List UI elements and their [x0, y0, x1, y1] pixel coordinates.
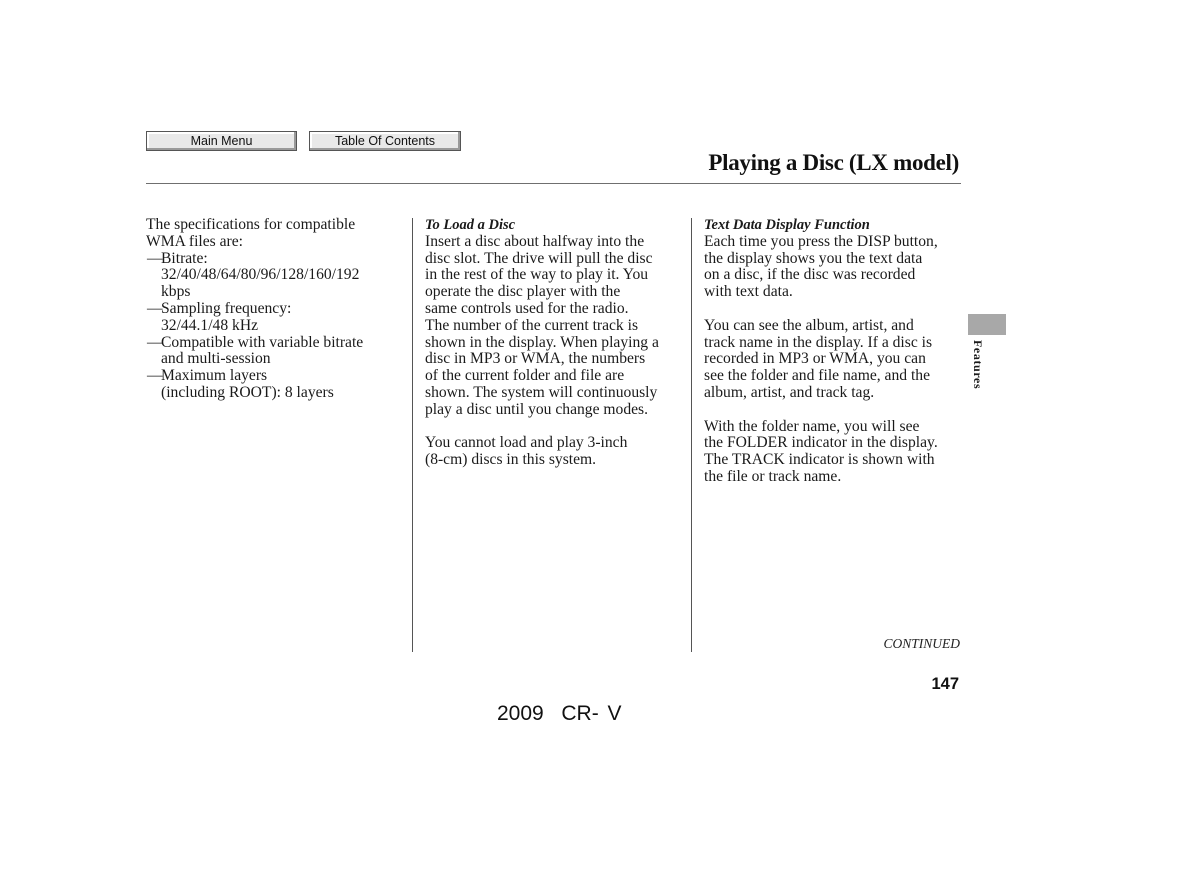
- section-tab-label: Features: [971, 340, 985, 390]
- spec-dash: —: [147, 333, 163, 351]
- load-disc-column: [425, 217, 687, 469]
- spec-dash: —: [147, 367, 163, 385]
- load-disc-paragraph-1: Insert a disc about halfway into the disc slot. The drive will pull the disc in the rest of the way to play it. You operate the disc player with the same controls used for the radio. The number of the current track is shown in the display. When playing a disc in MP3 or WMA, the numbers of the current folder and file are shown. The system will continuously play a disc until you change modes.: [425, 232, 659, 418]
- continued-label: CONTINUED: [883, 636, 960, 651]
- table-of-contents-button[interactable]: Table Of Contents: [309, 131, 461, 151]
- column-divider-1: [412, 218, 413, 652]
- main-menu-button[interactable]: Main Menu: [146, 131, 297, 151]
- spec-item-variable-bitrate: [146, 335, 408, 369]
- spec-text: Sampling frequency: 32/44.1/48 kHz: [161, 299, 292, 334]
- spec-dash: —: [147, 299, 163, 317]
- text-data-paragraph-2: You can see the album, artist, and track name in the display. If a disc is recorded in MP3 or WMA, you can see the folder and file name, and the album, artist, and track tag.: [704, 316, 933, 401]
- wma-specifications-column: [146, 217, 408, 402]
- page-title: Playing a Disc (LX model): [708, 150, 959, 175]
- load-disc-paragraph-2: You cannot load and play 3-inch (8-cm) discs in this system.: [425, 434, 628, 469]
- spec-item-maximum-layers: [146, 368, 408, 402]
- wma-specs-intro: The specifications for compatible WMA files are:: [146, 216, 356, 250]
- footer-model-label: 2009 CR- V: [497, 702, 622, 725]
- spec-dash: —: [147, 249, 163, 267]
- spec-text: Compatible with variable bitrate and multi-session: [161, 333, 364, 368]
- wma-spec-list: [146, 251, 408, 402]
- text-data-display-column: [704, 217, 966, 486]
- section-tab-marker: [968, 314, 1006, 335]
- text-data-paragraph-1: Each time you press the DISP button, the display shows you the text data on a disc, if the disc was recorded with text data.: [704, 232, 938, 301]
- spec-item-sampling-frequency: [146, 301, 408, 335]
- load-disc-heading: To Load a Disc: [425, 217, 516, 233]
- text-data-display-heading: Text Data Display Function: [704, 217, 870, 233]
- page-number: 147: [931, 675, 959, 693]
- text-data-paragraph-3: With the folder name, you will see the FOLDER indicator in the display. The TRACK indicator is shown with the file or track name.: [704, 417, 938, 485]
- spec-text: Maximum layers (including ROOT): 8 layers: [161, 367, 334, 401]
- column-divider-2: [691, 218, 692, 652]
- header-divider: [146, 183, 961, 184]
- spec-item-bitrate: [146, 251, 408, 301]
- spec-text: Bitrate: 32/40/48/64/80/96/128/160/192 kbps: [161, 249, 360, 301]
